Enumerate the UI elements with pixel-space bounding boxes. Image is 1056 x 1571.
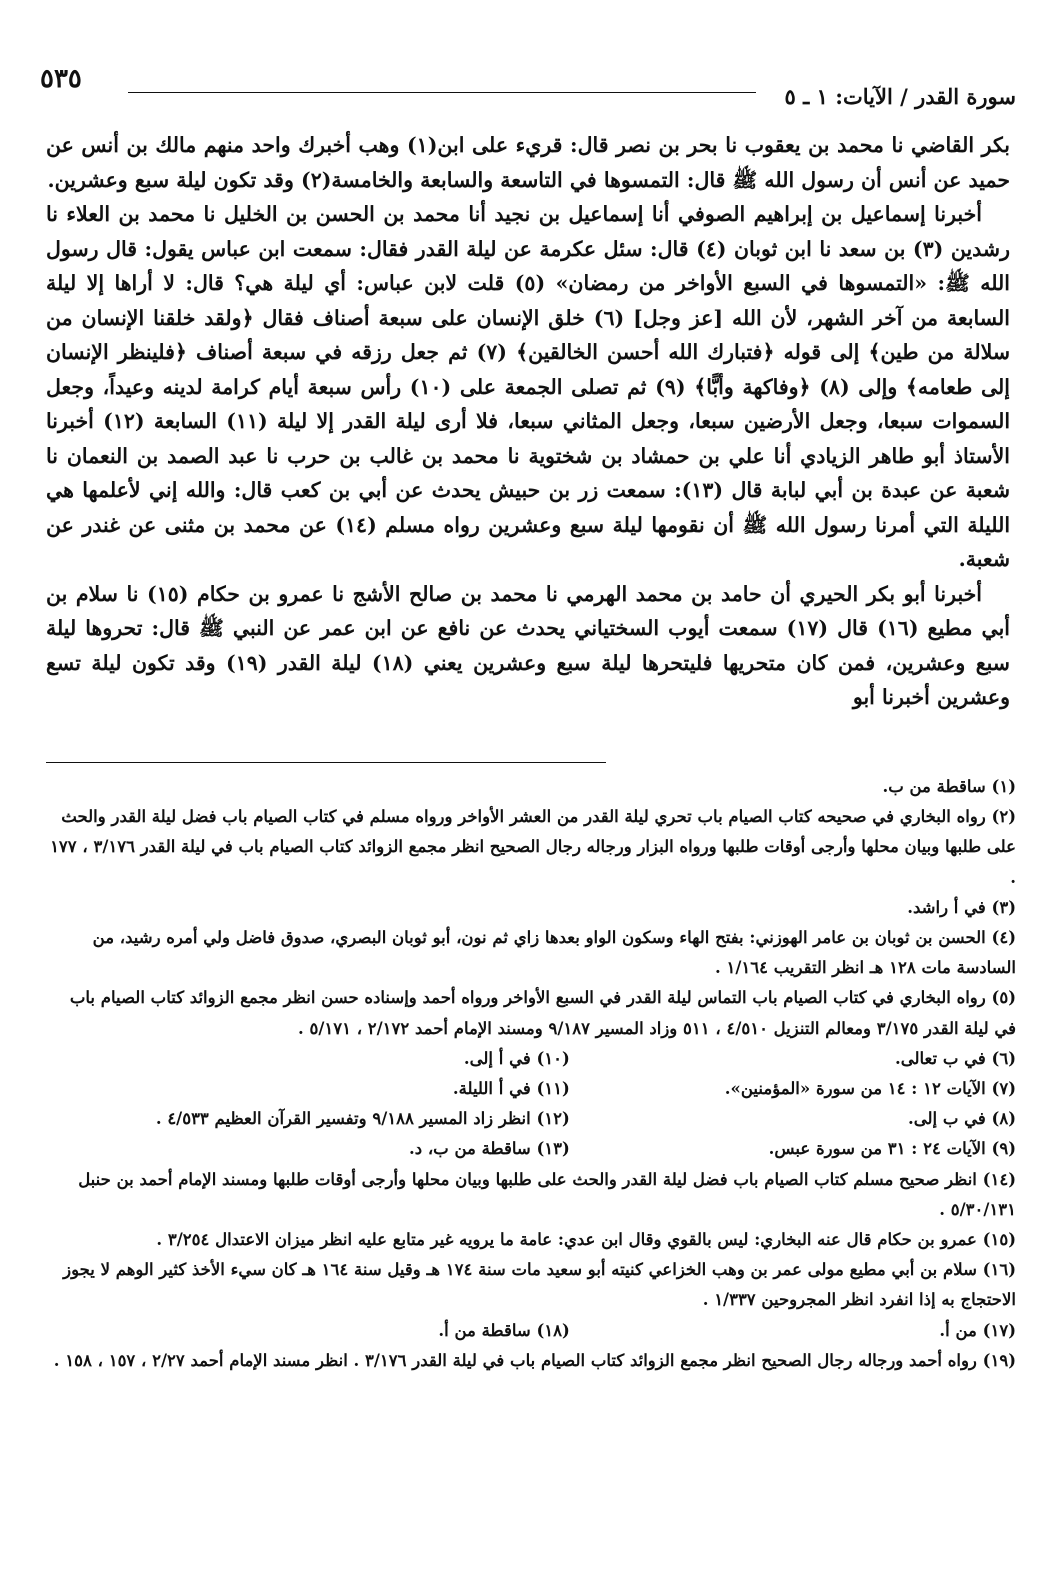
footnote: (١٨) ساقطة من أ. [438,1320,570,1340]
footnote: (١٩) رواه أحمد ورجاله رجال الصحيح انظر مجمع الزوائد كتاب الصيام باب في ليلة القدر ٣/١٧٦ . انظر مسند الإمام أحمد ٢/٢٧ ، ١٥٧ ، ١٥٨ . [53,1350,1016,1370]
footnote: (١٠) في أ إلى. [463,1048,570,1068]
footnote: (١) ساقطة من ب. [882,777,1016,796]
footnote: (١٣) ساقطة من ب، د. [409,1139,570,1159]
paragraph: أخبرنا أبو بكر الحيري أن حامد بن محمد الهرمي نا محمد بن صالح الأشج نا عمرو بن حكام (١٥) نا سلام بن أبي مطيع (١٦) قال (١٧) سمعت أيوب السختياني يحدث عن نافع عن ابن عمر عن النبي ﷺ قال: تحروها ليلة سبع وعشرين، فمن كان متحريها فليتحرها ليلة سبع وعشرين يعني (١٨) ليلة القدر (١٩) وقد تكون ليلة تسع وعشرين أخبرنا أبو [46,581,1010,709]
footnote: (٢) رواه البخاري في صحيحه كتاب الصيام باب تحري ليلة القدر من العشر الأواخر ورواه مسلم في كتاب الصيام باب فضل ليلة القدر والحث على طلبها وبيان محلها وأرجى أوقات طلبها ورواه البزار ورجاله رجال الصحيح انظر مجمع الزوائد كتاب الصيام باب في ليلة القدر ٣/١٧٦ ، ١٧٧ . [50,807,1016,887]
paragraph: أخبرنا إسماعيل بن إبراهيم الصوفي أنا إسماعيل بن نجيد أنا محمد بن الحسن بن الخليل نا محمد بن العلاء نا رشدين (٣) بن سعد نا ابن ثوبان (٤) قال: سئل عكرمة عن ليلة القدر فقال: سمعت ابن عباس يقول: قال رسول الله ﷺ: «التمسوها في السبع الأواخر من رمضان» (٥) قلت لابن عباس: أي ليلة هي؟ قال: لا أراها إلا ليلة السابعة من آخر الشهر، لأن الله [عز وجل] (٦) خلق الإنسان على سبعة أصناف فقال ﴿ولقد خلقنا الإنسان من سلالة من طين﴾ إلى قوله ﴿فتبارك الله أحسن الخالقين﴾ (٧) ثم جعل رزقه في سبعة أصناف ﴿فلينظر الإنسان إلى طعامه﴾ وإلى (٨) ﴿وفاكهة وأبًّا﴾ (٩) ثم تصلى الجمعة على (١٠) رأس سبعة أيام كرامة لدينه وعيداً، وجعل السموات سبعا، وجعل الأرضين سبعا، وجعل المثاني سبعا، فلا أرى ليلة القدر إلا ليلة (١١) السابعة (١٢) أخبرنا الأستاذ أبو طاهر الزيادي أنا علي بن حمشاد بن شختوية نا محمد بن غالب بن حرب نا عبد الصمد بن النعمان نا شعبة عن عبدة بن أبي لبابة قال (١٣): سمعت زر بن حبيش يحدث عن أبي بن كعب قال: والله إني لأعلمها هي الليلة التي أمرنا رسول الله ﷺ أن نقومها ليلة سبع وعشرين رواه مسلم (١٤) عن محمد بن مثنى عن غندر عن شعبة. [46,202,1011,571]
footnote-columns [46,1044,1016,1165]
footnote: (٤) الحسن بن ثوبان بن عامر الهوزني: بفتح الهاء وسكون الواو بعدها زاي ثم نون، أبو ثوبان البصري، صدوق فاضل ولي أمره رشيد، من السادسة مات ١٢٨ هـ انظر التقريب ١/١٦٤ . [92,928,1016,978]
page-header [40,62,1016,112]
footnote: (٥) رواه البخاري في كتاب الصيام باب التماس ليلة القدر في السبع الأواخر ورواه أحمد وإسناده حسن انظر مجمع الزوائد كتاب الصيام باب في ليلة القدر ٣/١٧٥ ومعالم التنزيل ٤/٥١٠ ، ٥١١ وزاد المسير ٩/١٨٧ ومسند الإمام أحمد ٢/١٧٢ ، ٥/١٧١ . [69,988,1016,1038]
footnote: (٣) في أ راشد. [907,897,1016,917]
footnote-column-right [570,1044,1016,1165]
main-text [46,128,1010,715]
footnote: (٧) الآيات ١٢ : ١٤ من سورة «المؤمنين». [724,1079,1016,1099]
footnotes [46,772,1016,1376]
footnote-columns [46,1316,1016,1346]
footnote: (١٧) من أ. [939,1320,1016,1340]
footnote-column-left [46,1316,570,1346]
footnote: (١٤) انظر صحيح مسلم كتاب الصيام باب فضل ليلة القدر والحث على طلبها وبيان محلها وأرجى أوقات طلبها ومسند الإمام أحمد بن حنبل ٥/٣٠/١٣١ . [78,1169,1016,1219]
paragraph: بكر القاضي نا محمد بن يعقوب نا بحر بن نصر قال: قريء على ابن(١) وهب أخبرك واحد منهم مالك بن أنس عن حميد عن أنس أن رسول الله ﷺ قال: التمسوها في التاسعة والسابعة والخامسة(٢) وقد تكون ليلة سبع وعشرين. [46,133,1010,192]
page-number: ٥٣٥ [40,64,82,94]
running-title: سورة القدر / الآيات: ١ ـ ٥ [784,84,1016,109]
footnote: (١٢) انظر زاد المسير ٩/١٨٨ وتفسير القرآن العظيم ٤/٥٣٣ . [155,1109,570,1129]
footnote-column-right [570,1316,1016,1346]
footnote-separator [46,762,606,763]
footnote: (١١) في أ الليلة. [452,1079,570,1099]
footnote: (٩) الآيات ٢٤ : ٣١ من سورة عبس. [768,1139,1016,1159]
header-rule [128,92,756,93]
footnote-column-left [46,1044,570,1165]
footnote: (١٥) عمرو بن حكام قال عنه البخاري: ليس بالقوي وقال ابن عدي: عامة ما يرويه غير متابع عليه انظر ميزان الاعتدال ٣/٢٥٤ . [156,1230,1016,1250]
footnote: (٦) في ب تعالى. [894,1048,1016,1068]
footnote: (١٦) سلام بن أبي مطيع مولى عمر بن وهب الخزاعي كنيته أبو سعيد مات سنة ١٧٤ هـ وقيل سنة ١٦٤ هـ كان سيء الأخذ كثير الوهم لا يجوز الاحتجاج به إذا انفرد انظر المجروحين ١/٣٣٧ . [63,1260,1016,1310]
footnote: (٨) في ب إلى. [907,1109,1016,1129]
